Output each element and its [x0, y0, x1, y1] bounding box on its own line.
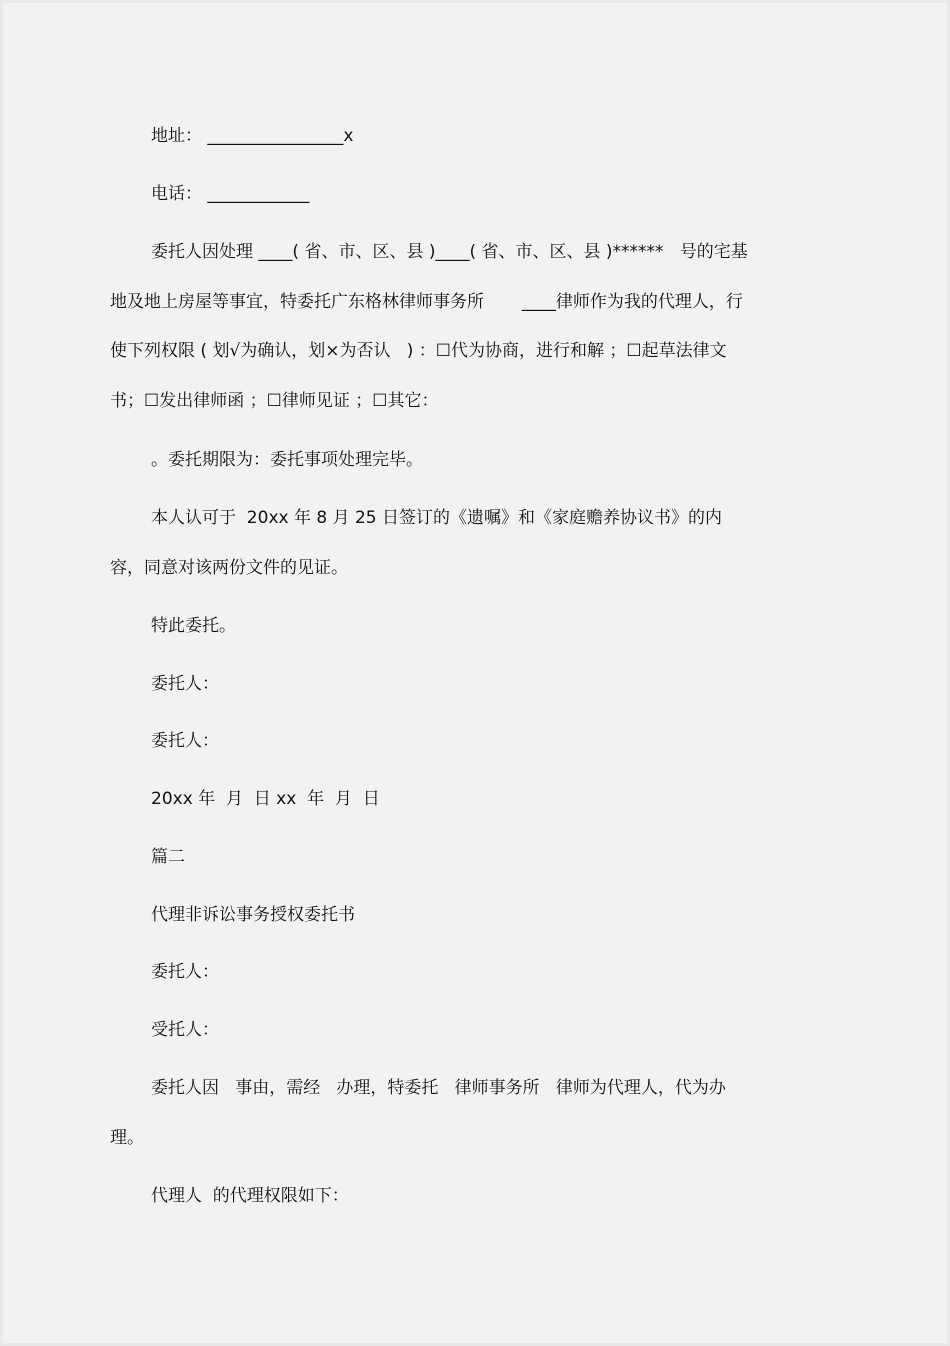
paragraph-line: 代理人 的代理权限如下：	[151, 1186, 349, 1206]
party-line: 受托人：	[151, 1020, 219, 1040]
signature-line: 委托人：	[151, 731, 219, 751]
paragraph-line: 委托人因 事由，需经 办理，特委托 律师事务所 律师为代理人，代为办	[151, 1078, 726, 1098]
document-body	[3, 3, 947, 1343]
paragraph-line: 委托人因处理 ____( 省、市、区、县 )____( 省、市、区、县 )****** 号的宅基	[151, 242, 748, 262]
phone-line: 电话： ____________	[151, 184, 310, 204]
paragraph-line: 容，同意对该两份文件的见证。	[110, 558, 348, 578]
signature-line: 委托人：	[151, 674, 219, 694]
date-line: 20xx 年 月 日 xx 年 月 日	[151, 789, 380, 809]
document-page	[3, 3, 947, 1343]
paragraph-line: 理。	[110, 1128, 144, 1148]
paragraph-line: 本人认可于 20xx 年 8 月 25 日签订的《遗嘱》和《家庭赡养协议书》的内	[151, 508, 723, 528]
paragraph-line: 。委托期限为：委托事项处理完毕。	[151, 450, 423, 470]
paragraph-line: 地及地上房屋等事宜，特委托广东格林律师事务所 ____律师作为我的代理人，行	[110, 292, 743, 312]
party-line: 委托人：	[151, 962, 219, 982]
document-title: 代理非诉讼事务授权委托书	[151, 905, 355, 925]
paragraph-line: 书；☐发出律师函 ；☐律师见证 ；☐其它：	[110, 391, 439, 411]
paragraph-line: 使下列权限 ( 划√为确认，划×为否认 ) ：☐代为协商，进行和解 ；☐起草法律文	[110, 341, 727, 361]
address-line: 地址： ________________x	[151, 126, 354, 146]
section-heading: 篇二	[151, 847, 185, 867]
closing-line: 特此委托。	[151, 616, 236, 636]
